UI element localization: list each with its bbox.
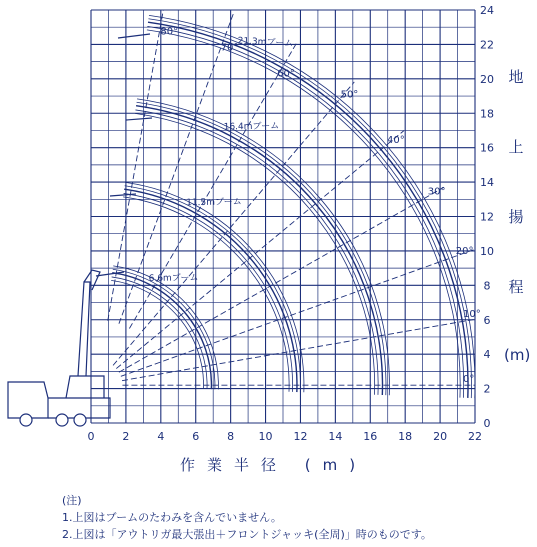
boom-length-label: 11.5mブーム xyxy=(186,197,242,209)
boom-arc xyxy=(147,30,460,398)
x-tick-label: 2 xyxy=(122,430,130,443)
y-axis-unit: (m) xyxy=(504,346,531,364)
y-axis-title-char-3: 揚 xyxy=(508,208,524,226)
truck-wheel xyxy=(56,414,68,426)
x-tick-label: 18 xyxy=(398,430,413,443)
angle-label: 40° xyxy=(387,135,405,147)
y-tick-label: 14 xyxy=(480,176,494,190)
y-tick-label: 4 xyxy=(483,348,491,362)
crane-column xyxy=(78,282,90,376)
y-tick-label: 18 xyxy=(480,107,494,121)
y-tick-label: 16 xyxy=(480,141,494,155)
y-tick-label: 12 xyxy=(480,210,494,224)
crane-truck-icon xyxy=(8,34,152,426)
x-tick-label: 16 xyxy=(363,430,378,443)
y-tick-label: 2 xyxy=(483,382,491,396)
angle-label: 0° xyxy=(463,374,475,386)
x-tick-label: 22 xyxy=(468,430,482,443)
y-tick-label: 10 xyxy=(480,244,494,258)
angle-label: 70° xyxy=(220,42,239,54)
x-tick-label: 10 xyxy=(258,430,273,443)
crane-base xyxy=(66,376,104,398)
x-tick-label: 20 xyxy=(433,430,448,443)
notes xyxy=(62,492,432,543)
x-tick-label: 0 xyxy=(87,430,95,443)
x-tick-label: 8 xyxy=(227,430,235,443)
angle-label: 10° xyxy=(463,308,481,320)
truck-wheel xyxy=(20,414,32,426)
x-axis-title xyxy=(180,454,367,475)
angle-label: 80° xyxy=(160,26,179,38)
y-tick-label: 6 xyxy=(483,313,491,327)
x-tick-label: 6 xyxy=(192,430,200,443)
y-tick-label: 20 xyxy=(480,72,494,86)
x-tick-label: 12 xyxy=(293,430,308,443)
boom-length-label: 21.3mブーム xyxy=(237,36,294,50)
x-tick-label: 14 xyxy=(328,430,343,443)
boom-arc xyxy=(111,280,203,388)
y-axis-title-char-2: 上 xyxy=(508,138,524,156)
crane-head xyxy=(84,270,100,290)
truck-wheel xyxy=(74,414,86,426)
y-axis-title-char-1: 地 xyxy=(508,68,524,86)
boom-arc xyxy=(148,19,471,398)
angle-label: 60° xyxy=(277,68,295,80)
angle-label: 30° xyxy=(427,186,446,198)
truck-cab xyxy=(8,382,48,418)
note-1: 1.上図はブームのたわみを含んでいません。 xyxy=(62,511,282,524)
angle-label: 50° xyxy=(340,89,359,101)
x-tick-label: 4 xyxy=(157,430,165,443)
boom-arc xyxy=(123,197,289,392)
y-axis-title-char-4: 程 xyxy=(508,278,524,296)
y-tick-label: 24 xyxy=(480,4,494,17)
boom-length-label: 16.4mブーム xyxy=(223,121,280,133)
angle-label: 20° xyxy=(455,245,474,257)
notes-header: (注) xyxy=(62,494,82,507)
note-2: 2.上図は「アウトリガ最大張出＋フロントジャッキ(全周)」時のものです。 xyxy=(62,528,432,541)
y-tick-label: 22 xyxy=(480,38,494,52)
y-tick-label: 0 xyxy=(483,417,491,430)
x-axis-title-text: 作業半径 xyxy=(180,456,289,474)
chart-labels xyxy=(88,4,495,443)
angle-line xyxy=(121,250,474,377)
x-axis-unit: (m) xyxy=(304,456,368,474)
y-tick-label: 8 xyxy=(483,279,491,293)
boom-length-label: 6.6mブーム xyxy=(148,273,199,285)
angle-line xyxy=(116,131,403,369)
